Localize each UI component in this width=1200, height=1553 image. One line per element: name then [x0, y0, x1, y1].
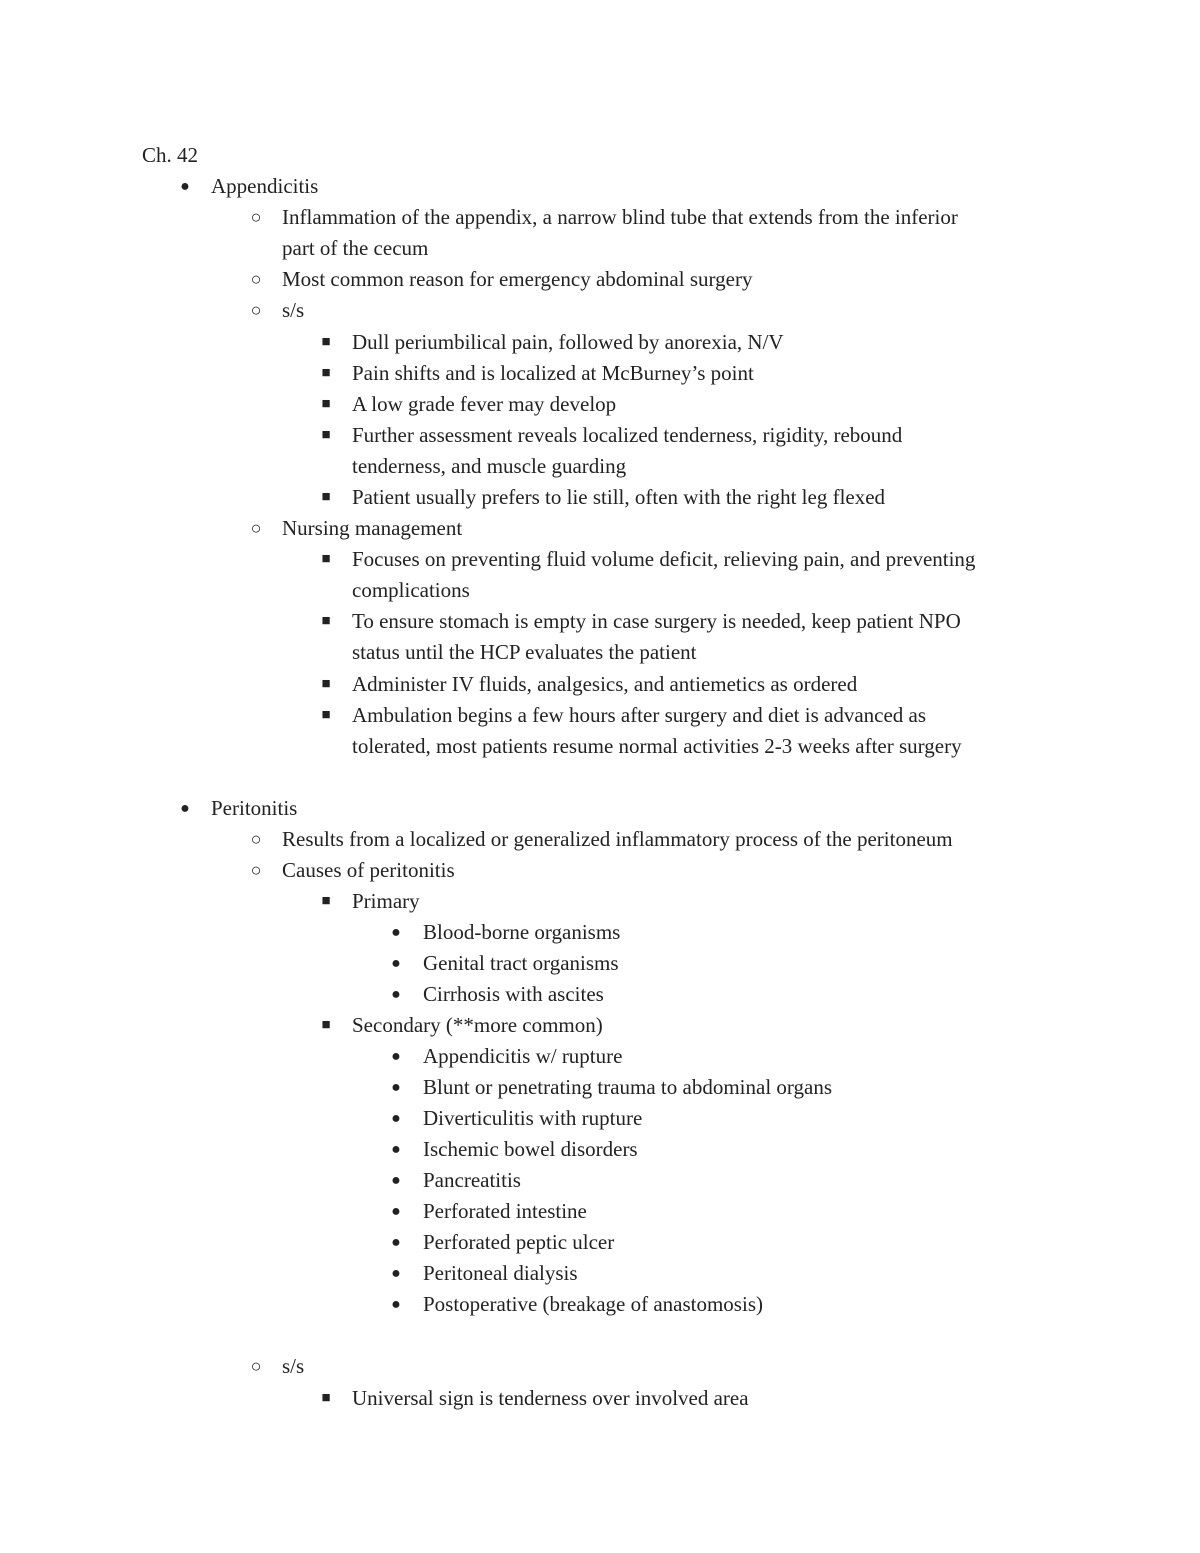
square-bullet-icon: ■	[321, 613, 331, 629]
bullet-icon: ●	[391, 986, 401, 1003]
nursing-management-label: Nursing management	[282, 516, 463, 540]
nursing-ambulation-line-2: tolerated, most patients resume normal activities 2-3 weeks after surgery	[352, 734, 962, 758]
secondary-label: Secondary (**more common)	[352, 1013, 603, 1037]
secondary-item: Postoperative (breakage of anastomosis)	[423, 1292, 763, 1316]
secondary-item: Appendicitis w/ rupture	[423, 1044, 623, 1068]
ss-item-shift: Pain shifts and is localized at McBurney’s point	[352, 361, 754, 385]
circle-bullet-icon: ○	[250, 829, 262, 849]
causes-label: Causes of peritonitis	[282, 858, 455, 882]
circle-bullet-icon: ○	[250, 269, 262, 289]
nursing-npo-line-2: status until the HCP evaluates the patient	[352, 640, 697, 664]
ss-item-pain: Dull periumbilical pain, followed by anorexia, N/V	[352, 330, 784, 354]
peritonitis-ss-item: Universal sign is tenderness over involved area	[352, 1386, 749, 1410]
secondary-item: Ischemic bowel disorders	[423, 1137, 638, 1161]
bullet-icon: ●	[391, 955, 401, 972]
primary-item: Genital tract organisms	[423, 951, 619, 975]
primary-label: Primary	[352, 889, 420, 913]
nursing-iv: Administer IV fluids, analgesics, and antiemetics as ordered	[352, 672, 858, 696]
ss-item-fever: A low grade fever may develop	[352, 392, 617, 416]
secondary-item: Blunt or penetrating trauma to abdominal organs	[423, 1075, 833, 1099]
square-bullet-icon: ■	[321, 1390, 331, 1406]
square-bullet-icon: ■	[321, 707, 331, 723]
appendicitis-ss-label: s/s	[282, 298, 305, 322]
topic-peritonitis: Peritonitis	[211, 796, 298, 820]
square-bullet-icon: ■	[321, 365, 331, 381]
ss-item-position: Patient usually prefers to lie still, often with the right leg flexed	[352, 485, 886, 509]
square-bullet-icon: ■	[321, 893, 331, 909]
square-bullet-icon: ■	[321, 489, 331, 505]
ss-item-assessment-line-1: Further assessment reveals localized tenderness, rigidity, rebound	[352, 423, 903, 447]
secondary-item: Perforated intestine	[423, 1199, 587, 1223]
nursing-focus-line-1: Focuses on preventing fluid volume deficit, relieving pain, and preventing	[352, 547, 976, 571]
square-bullet-icon: ■	[321, 551, 331, 567]
bullet-icon: ●	[391, 1234, 401, 1251]
secondary-item: Peritoneal dialysis	[423, 1261, 578, 1285]
bullet-icon: ●	[391, 1110, 401, 1127]
primary-item: Blood-borne organisms	[423, 920, 621, 944]
circle-bullet-icon: ○	[250, 1356, 262, 1376]
bullet-icon: ●	[180, 178, 190, 195]
appendicitis-common-reason: Most common reason for emergency abdominal surgery	[282, 267, 753, 291]
bullet-icon: ●	[391, 924, 401, 941]
circle-bullet-icon: ○	[250, 207, 262, 227]
secondary-item: Diverticulitis with rupture	[423, 1106, 643, 1130]
bullet-icon: ●	[391, 1203, 401, 1220]
square-bullet-icon: ■	[321, 676, 331, 692]
circle-bullet-icon: ○	[250, 518, 262, 538]
nursing-ambulation-line-1: Ambulation begins a few hours after surgery and diet is advanced as	[352, 703, 927, 727]
nursing-focus-line-2: complications	[352, 578, 470, 602]
nursing-npo-line-1: To ensure stomach is empty in case surgery is needed, keep patient NPO	[352, 609, 961, 633]
appendicitis-definition-line-2: part of the cecum	[282, 236, 429, 260]
circle-bullet-icon: ○	[250, 300, 262, 320]
circle-bullet-icon: ○	[250, 860, 262, 880]
bullet-icon: ●	[391, 1048, 401, 1065]
square-bullet-icon: ■	[321, 396, 331, 412]
bullet-icon: ●	[391, 1265, 401, 1282]
peritonitis-ss-label: s/s	[282, 1354, 305, 1378]
bullet-icon: ●	[180, 800, 190, 817]
appendicitis-definition-line-1: Inflammation of the appendix, a narrow blind tube that extends from the inferior	[282, 205, 958, 229]
secondary-item: Pancreatitis	[423, 1168, 521, 1192]
ss-item-assessment-line-2: tenderness, and muscle guarding	[352, 454, 627, 478]
square-bullet-icon: ■	[321, 334, 331, 350]
bullet-icon: ●	[391, 1141, 401, 1158]
bullet-icon: ●	[391, 1079, 401, 1096]
bullet-icon: ●	[391, 1296, 401, 1313]
square-bullet-icon: ■	[321, 427, 331, 443]
square-bullet-icon: ■	[321, 1017, 331, 1033]
bullet-icon: ●	[391, 1172, 401, 1189]
topic-appendicitis: Appendicitis	[211, 174, 319, 198]
secondary-item: Perforated peptic ulcer	[423, 1230, 615, 1254]
primary-item: Cirrhosis with ascites	[423, 982, 604, 1006]
peritonitis-definition: Results from a localized or generalized inflammatory process of the peritoneum	[282, 827, 953, 851]
chapter-heading: Ch. 42	[142, 143, 199, 167]
